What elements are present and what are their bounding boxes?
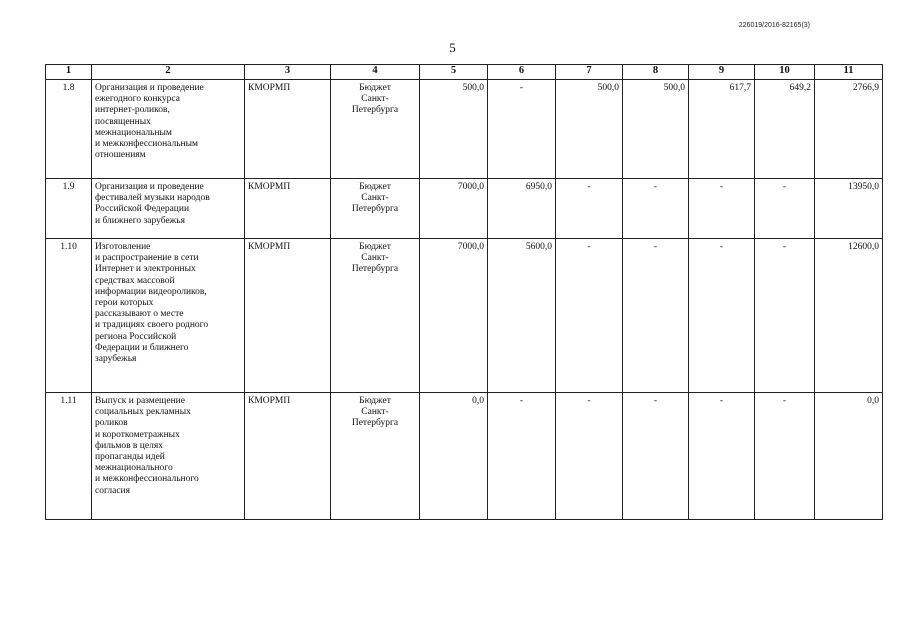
value-2015: 500,0	[420, 80, 488, 179]
value-2019: -	[689, 393, 755, 520]
value-2020: 649,2	[755, 80, 815, 179]
value-2016: 5600,0	[488, 239, 556, 393]
value-2015: 0,0	[420, 393, 488, 520]
column-header: 6	[488, 65, 556, 80]
value-2017: -	[556, 179, 623, 239]
funding-source: Бюджет Санкт- Петербурга	[331, 393, 420, 520]
executor: КМОРМП	[245, 179, 331, 239]
event-name: Выпуск и размещение социальных рекламных роликов и короткометражных фильмов в целях пропаганды идей межнационального и межконфессионального согласия	[92, 393, 245, 520]
value-2019: 617,7	[689, 80, 755, 179]
column-header: 8	[623, 65, 689, 80]
funding-source: Бюджет Санкт- Петербурга	[331, 239, 420, 393]
value-2020: -	[755, 393, 815, 520]
value-2020: -	[755, 179, 815, 239]
value-2018: -	[623, 393, 689, 520]
value-2018: 500,0	[623, 80, 689, 179]
value-2015: 7000,0	[420, 179, 488, 239]
value-2018: -	[623, 239, 689, 393]
column-header: 7	[556, 65, 623, 80]
value-2017: -	[556, 393, 623, 520]
value-2019: -	[689, 179, 755, 239]
column-header: 3	[245, 65, 331, 80]
executor: КМОРМП	[245, 80, 331, 179]
column-header: 4	[331, 65, 420, 80]
executor: КМОРМП	[245, 393, 331, 520]
event-name: Изготовление и распространение в сети Интернет и электронных средствах массовой информации видеороликов, герои которых рассказывают о месте и традициях своего родного региона Российской Федерации и ближнего зарубежья	[92, 239, 245, 393]
program-table	[45, 64, 883, 520]
column-header: 9	[689, 65, 755, 80]
table-row	[46, 179, 883, 239]
value-total: 12600,0	[815, 239, 883, 393]
table-row	[46, 80, 883, 179]
value-2018: -	[623, 179, 689, 239]
value-2017: -	[556, 239, 623, 393]
column-header: 1	[46, 65, 92, 80]
item-number: 1.10	[46, 239, 92, 393]
event-name: Организация и проведение фестивалей музыки народов Российской Федерации и ближнего зарубежья	[92, 179, 245, 239]
value-2016: 6950,0	[488, 179, 556, 239]
value-2019: -	[689, 239, 755, 393]
executor: КМОРМП	[245, 239, 331, 393]
item-number: 1.11	[46, 393, 92, 520]
value-total: 13950,0	[815, 179, 883, 239]
header-row	[46, 65, 883, 80]
column-header: 2	[92, 65, 245, 80]
item-number: 1.8	[46, 80, 92, 179]
value-total: 0,0	[815, 393, 883, 520]
value-2015: 7000,0	[420, 239, 488, 393]
item-number: 1.9	[46, 179, 92, 239]
value-2017: 500,0	[556, 80, 623, 179]
value-2016: -	[488, 393, 556, 520]
table-row	[46, 393, 883, 520]
document-id: 226019/2016-82165(3)	[738, 22, 810, 29]
value-total: 2766,9	[815, 80, 883, 179]
funding-source: Бюджет Санкт- Петербурга	[331, 80, 420, 179]
column-header: 10	[755, 65, 815, 80]
value-2016: -	[488, 80, 556, 179]
value-2020: -	[755, 239, 815, 393]
funding-source: Бюджет Санкт- Петербурга	[331, 179, 420, 239]
column-header: 11	[815, 65, 883, 80]
event-name: Организация и проведение ежегодного конкурса интернет-роликов, посвященных межнациональным и межконфессиональным отношениям	[92, 80, 245, 179]
page-number: 5	[449, 40, 456, 55]
column-header: 5	[420, 65, 488, 80]
table-row	[46, 239, 883, 393]
